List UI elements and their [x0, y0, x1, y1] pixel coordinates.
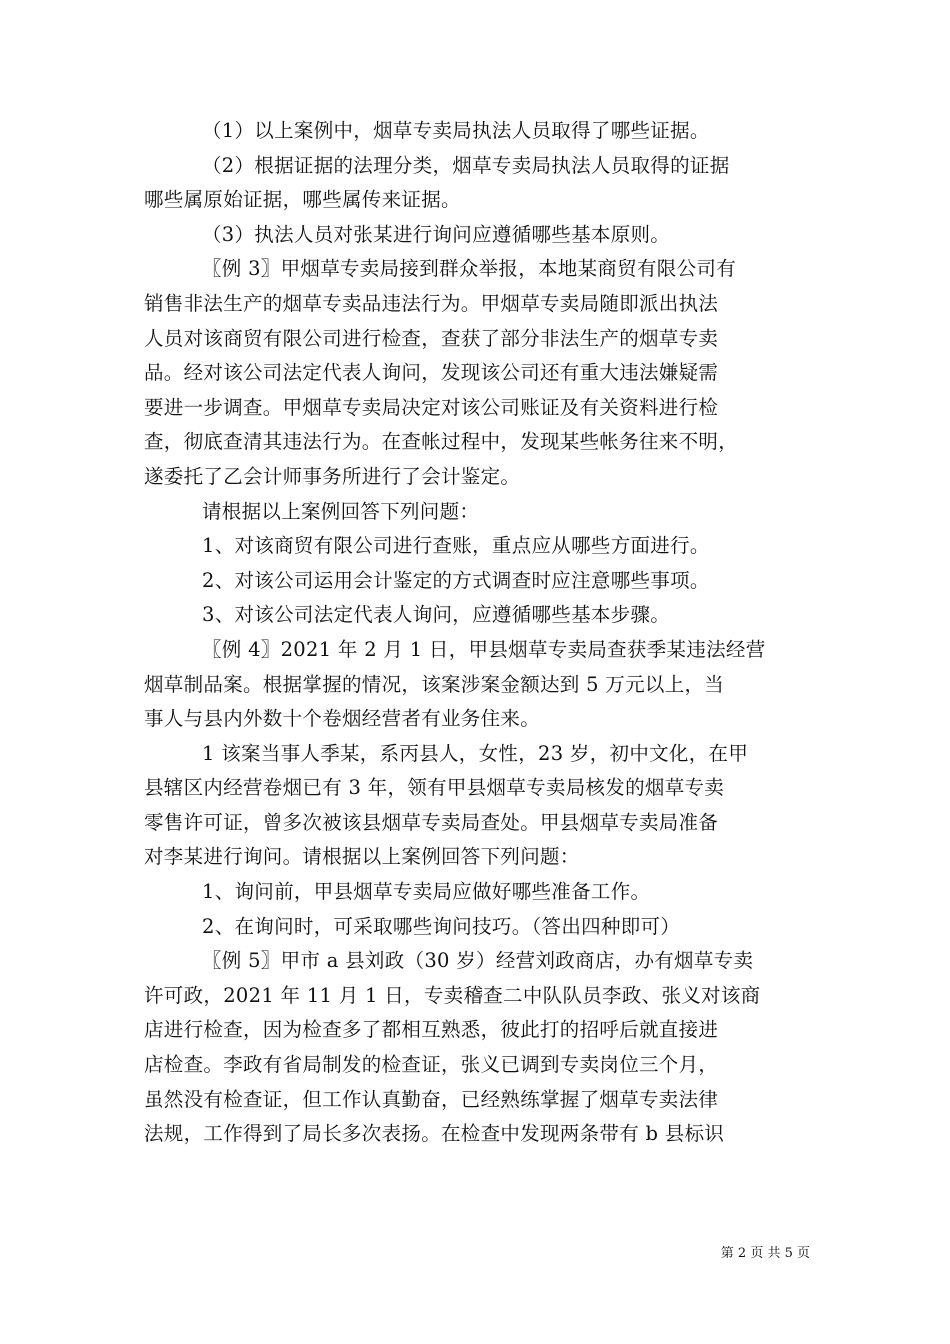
text-line: 〖例 5〗甲市 a 县刘政（30 岁）经营刘政商店，办有烟草专卖 — [202, 949, 754, 973]
text-line: 查，彻底查清其违法行为。在查帐过程中，发现某些帐务往来不明， — [144, 430, 739, 454]
text-line: 2、对该公司运用会计鉴定的方式调查时应注意哪些事项。 — [202, 568, 710, 592]
text-line: 人员对该商贸有限公司进行检查，查获了部分非法生产的烟草专卖 — [144, 326, 719, 350]
text-line: 〖例 4〗2021 年 2 月 1 日，甲县烟草专卖局查获季某违法经营 — [202, 637, 766, 661]
text-line: 对李某进行询问。请根据以上案例回答下列问题： — [144, 845, 580, 869]
document-body — [144, 114, 806, 1152]
text-line: 许可政，2021 年 11 月 1 日，专卖稽查二中队队员李政、张义对该商 — [144, 983, 761, 1007]
text-line: 1 该案当事人季某，系丙县人，女性，23 岁，初中文化，在甲 — [202, 741, 749, 765]
text-line: 哪些属原始证据，哪些属传来证据。 — [144, 188, 461, 212]
text-line: 县辖区内经营卷烟已有 3 年，领有甲县烟草专卖局核发的烟草专卖 — [144, 776, 725, 800]
text-line: 遂委托了乙会计师事务所进行了会计鉴定。 — [144, 464, 521, 488]
text-line: 虽然没有检查证，但工作认真勤奋，已经熟练掌握了烟草专卖法律 — [144, 1087, 719, 1111]
page-number-footer: 第 2 页 共 5 页 — [720, 1246, 810, 1261]
text-line: 店检查。李政有省局制发的检查证，张义已调到专卖岗位三个月， — [144, 1053, 719, 1077]
text-line: （1）以上案例中，烟草专卖局执法人员取得了哪些证据。 — [202, 119, 710, 142]
text-line: 销售非法生产的烟草专卖品违法行为。甲烟草专卖局随即派出执法 — [144, 291, 719, 315]
text-line: 烟草制品案。根据掌握的情况，该案涉案金额达到 5 万元以上，当 — [144, 672, 725, 696]
text-line: 要进一步调查。甲烟草专卖局决定对该公司账证及有关资料进行检 — [144, 395, 719, 419]
text-line: 店进行检查，因为检查多了都相互熟悉，彼此打的招呼后就直接进 — [144, 1018, 719, 1042]
text-line: 1、询问前，甲县烟草专卖局应做好哪些准备工作。 — [202, 880, 651, 904]
text-line: 2、在询问时，可采取哪些询问技巧。（答出四种即可） — [202, 914, 681, 938]
text-line: （3）执法人员对张某进行询问应遵循哪些基本原则。 — [202, 222, 671, 246]
text-line: 品。经对该公司法定代表人询问，发现该公司还有重大违法嫌疑需 — [144, 361, 719, 385]
text-line: 3、对该公司法定代表人询问，应遵循哪些基本步骤。 — [202, 603, 671, 627]
text-line: 零售许可证，曾多次被该县烟草专卖局查处。甲县烟草专卖局准备 — [144, 810, 719, 834]
text-line: 法规，工作得到了局长多次表扬。在检查中发现两条带有 b 县标识 — [144, 1122, 725, 1146]
text-line: 〖例 3〗甲烟草专卖局接到群众举报，本地某商贸有限公司有 — [202, 257, 737, 281]
text-line: 事人与县内外数十个卷烟经营者有业务住来。 — [144, 707, 541, 731]
text-line: 1、对该商贸有限公司进行查账，重点应从哪些方面进行。 — [202, 534, 710, 558]
text-line: （2）根据证据的法理分类，烟草专卖局执法人员取得的证据 — [202, 153, 730, 177]
text-line: 请根据以上案例回答下列问题： — [202, 499, 480, 523]
